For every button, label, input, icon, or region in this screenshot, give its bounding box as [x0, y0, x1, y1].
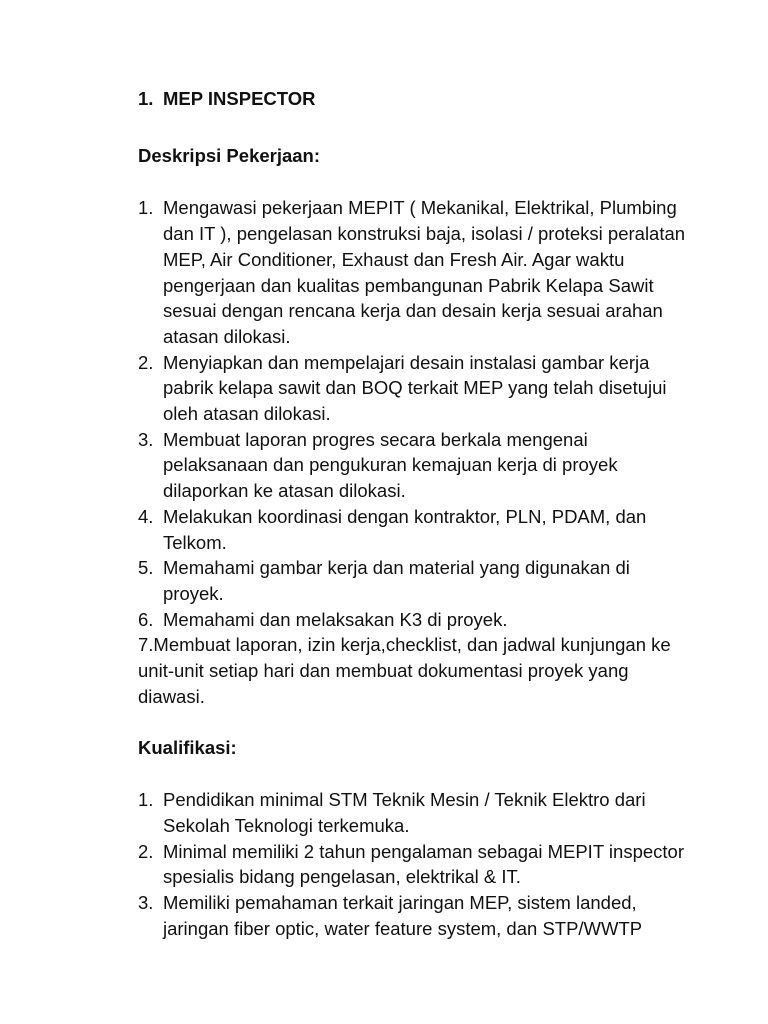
- list-item: [138, 607, 686, 633]
- list-item: [138, 195, 686, 349]
- list-item-number: 6.: [138, 608, 154, 630]
- list-item-text: Memiliki pemahaman terkait jaringan MEP, sistem landed, jaringan fiber optic, water feature system, dan STP/WWTP: [163, 891, 643, 939]
- description-item-7: 7.Membuat laporan, izin kerja,checklist, dan jadwal kunjungan ke unit-unit setiap hari dan membuat dokumentasi proyek yang diawasi.: [138, 634, 671, 707]
- list-item: [138, 427, 686, 504]
- list-item-text: Minimal memiliki 2 tahun pengalaman sebagai MEPIT inspector spesialis bidang pengelasan, elektrikal & IT.: [163, 840, 684, 888]
- title-text: MEP INSPECTOR: [163, 88, 316, 109]
- description-list: [138, 195, 686, 632]
- description-heading: Deskripsi Pekerjaan:: [138, 144, 321, 166]
- list-item-number: 2.: [138, 840, 154, 862]
- document-content: [138, 86, 686, 941]
- list-item-text: Memahami gambar kerja dan material yang digunakan di proyek.: [163, 557, 630, 604]
- list-item-number: 5.: [138, 557, 154, 579]
- list-item-number: 3.: [138, 428, 154, 450]
- list-item: [138, 504, 686, 555]
- list-item-text: Memahami dan melaksakan K3 di proyek.: [163, 608, 508, 630]
- page-title: [138, 86, 686, 112]
- list-item-number: 2.: [138, 351, 154, 373]
- list-item-number: 3.: [138, 891, 154, 913]
- list-item: [138, 890, 686, 941]
- list-item-text: Mengawasi pekerjaan MEPIT ( Mekanikal, Elektrikal, Plumbing dan IT ), pengelasan konstruksi baja, isolasi / proteksi peralatan MEP, Air Conditioner, Exhaust dan Fresh Air. Agar waktu pengerjaan dan kualitas pembangunan Pabrik Kelapa Sawit sesuai dengan rencana kerja dan desain kerja sesuai arahan atasan dilokasi.: [163, 197, 686, 347]
- qualifications-list: [138, 787, 686, 941]
- list-item: [138, 555, 686, 606]
- list-item-text: Melakukan koordinasi dengan kontraktor, PLN, PDAM, dan Telkom.: [163, 505, 647, 553]
- list-item-number: 1.: [138, 789, 154, 811]
- list-item-text: Membuat laporan progres secara berkala mengenai pelaksanaan dan pengukuran kemajuan kerja di proyek dilaporkan ke atasan dilokasi.: [163, 428, 618, 502]
- list-item-text: Menyiapkan dan mempelajari desain instalasi gambar kerja pabrik kelapa sawit dan BOQ terkait MEP yang telah disetujui oleh atasan dilokasi.: [163, 351, 667, 425]
- title-number: 1.: [138, 88, 154, 109]
- list-item-number: 4.: [138, 505, 154, 527]
- list-item: [138, 350, 686, 427]
- list-item: [138, 787, 686, 838]
- list-item: [138, 839, 686, 890]
- qualifications-heading: Kualifikasi:: [138, 737, 237, 759]
- list-item-text: Pendidikan minimal STM Teknik Mesin / Teknik Elektro dari Sekolah Teknologi terkemuka.: [163, 789, 646, 836]
- list-item-number: 1.: [138, 197, 154, 219]
